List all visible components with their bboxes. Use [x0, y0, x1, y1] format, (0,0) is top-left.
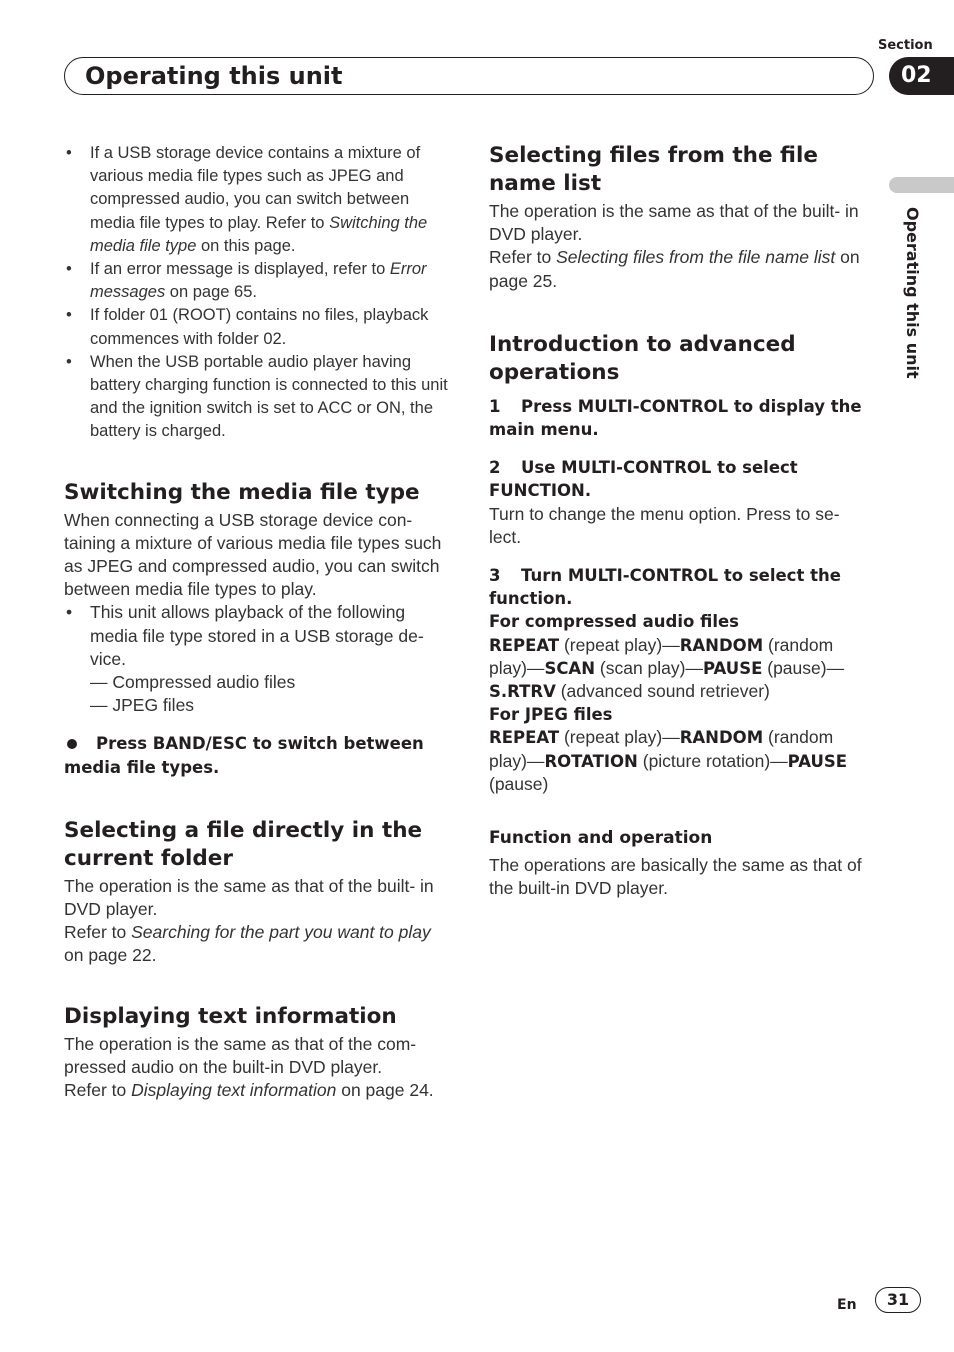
step-1: 1 Press MULTI-CONTROL to display the main menu.: [489, 396, 862, 440]
section-label: Section: [878, 38, 933, 53]
step-2: 2 Use MULTI-CONTROL to select FUNCTION.: [489, 458, 798, 501]
side-tab-marker: [889, 177, 954, 193]
selecting-list-body: The operation is the same as that of the built- in DVD player.: [489, 201, 859, 245]
list-item: • This unit allows playback of the following media file type stored in a USB storage de- vice.: [64, 601, 452, 671]
displaying-text-body: The operation is the same as that of the com- pressed audio on the built-in DVD player.: [64, 1033, 417, 1077]
switch-step: Press BAND/ESC to switch between media file types.: [64, 734, 424, 777]
step-3: 3 Turn MULTI-CONTROL to select the function.: [489, 566, 841, 609]
page-title: Operating this unit: [85, 62, 343, 90]
language-label: En: [837, 1297, 857, 1313]
compressed-functions: REPEAT (repeat play)—RANDOM (random play)—SCAN (scan play)—PAUSE (pause)—S.RTRV (advanced sound retriever): [489, 634, 845, 702]
page-title-bar: [64, 57, 874, 95]
function-operation-body: The operations are basically the same as that of the built-in DVD player.: [489, 855, 862, 899]
dash-item-compressed: — Compressed audio files: [90, 672, 296, 693]
bullet-dot-icon: [67, 739, 77, 749]
page-number: 31: [875, 1287, 921, 1313]
function-operation-heading: Function and operation: [489, 828, 713, 849]
list-item: • When the USB portable audio player having battery charging function is connected to this unit and the ignition switch is set to ACC or ON, the battery is charged.: [64, 351, 452, 444]
selecting-list-heading: Selecting files from the file name list: [489, 143, 818, 196]
displaying-text-reference: Refer to Displaying text information on page 24.: [64, 1080, 434, 1101]
switching-body: When connecting a USB storage device con- taining a mixture of various media file types such as JPEG and compressed audio, you can switch between media file types to play.: [64, 509, 442, 600]
list-item: • If folder 01 (ROOT) contains no files, playback commences with folder 02.: [64, 304, 452, 350]
switching-heading: Switching the media file type: [64, 479, 420, 505]
list-item: • If a USB storage device contains a mixture of various media file types such as JPEG and compressed audio, you can switch between media file types to play. Refer to Switching the media file type on this page.: [64, 142, 452, 258]
compressed-files-label: For compressed audio files: [489, 612, 739, 632]
selecting-list-reference: Refer to Selecting files from the file name list on page 25.: [489, 247, 860, 291]
dash-item-jpeg: — JPEG files: [90, 695, 195, 716]
displaying-text-heading: Displaying text information: [64, 1003, 397, 1029]
list-item: • If an error message is displayed, refer to Error messages on page 65.: [64, 258, 452, 304]
section-number-badge: 02: [889, 57, 954, 95]
right-column: [489, 142, 869, 901]
jpeg-functions: REPEAT (repeat play)—RANDOM (random play)—ROTATION (picture rotation)—PAUSE (pause): [489, 727, 848, 794]
selecting-direct-body: The operation is the same as that of the built- in DVD player.: [64, 875, 434, 920]
selecting-direct-heading: Selecting a file directly in the current folder: [64, 817, 423, 871]
left-column: [64, 142, 452, 1102]
advanced-heading: Introduction to advanced operations: [489, 331, 796, 385]
step-2-body: Turn to change the menu option. Press to se- lect.: [489, 503, 840, 547]
jpeg-files-label: For JPEG files: [489, 705, 613, 725]
side-tab-label: Operating this unit: [903, 207, 922, 379]
selecting-direct-reference: Refer to Searching for the part you want to play on page 22.: [64, 922, 431, 966]
switching-bullet-list: [64, 601, 452, 671]
intro-bullet-list: [64, 142, 452, 444]
